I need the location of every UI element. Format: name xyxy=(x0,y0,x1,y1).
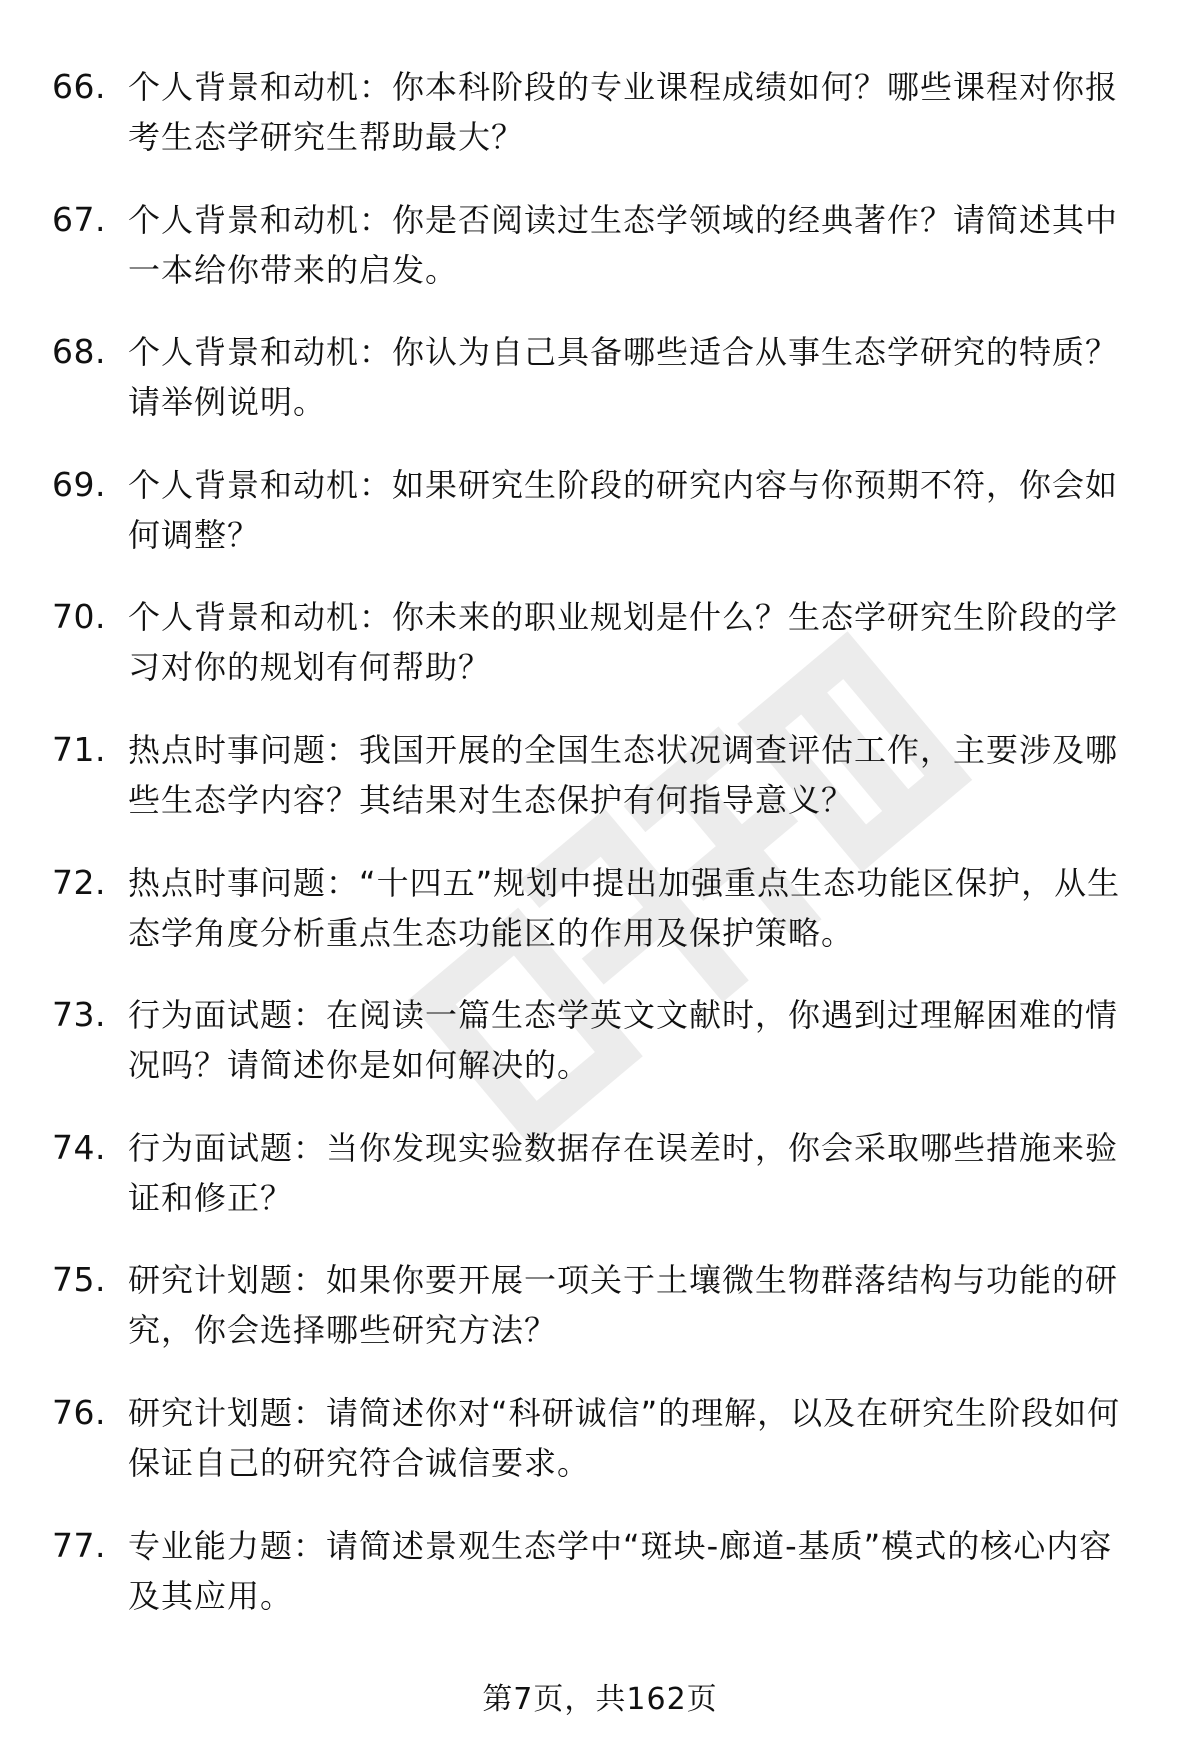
question-number: 75. xyxy=(52,1260,106,1300)
question-number: 67. xyxy=(52,199,106,239)
question-number: 66. xyxy=(52,67,106,106)
question-number: 69. xyxy=(52,464,106,504)
question-text: 个人背景和动机：你认为自己具备哪些适合从事生态学研究的特质？请举例说明。 xyxy=(128,333,1119,422)
question-item xyxy=(52,327,1152,427)
question-number: 68. xyxy=(52,332,106,372)
page-number-footer: 第7页，共162页 xyxy=(482,1682,718,1717)
question-text: 个人背景和动机：如果研究生阶段的研究内容与你预期不符，你会如何调整？ xyxy=(128,465,1119,554)
question-number: 70. xyxy=(52,597,106,637)
question-item xyxy=(52,725,1152,825)
question-number: 77. xyxy=(52,1525,106,1565)
question-number: 72. xyxy=(52,862,106,902)
question-text: 个人背景和动机：你本科阶段的专业课程成绩如何？哪些课程对你报考生态学研究生帮助最大？ xyxy=(128,68,1119,156)
question-item xyxy=(52,1255,1152,1355)
question-item xyxy=(52,62,1152,162)
question-number: 76. xyxy=(52,1392,106,1432)
question-text: 个人背景和动机：你是否阅读过生态学领域的经典著作？请简述其中一本给你带来的启发。 xyxy=(128,200,1119,289)
question-text: 研究计划题：如果你要开展一项关于土壤微生物群落结构与功能的研究，你会选择哪些研究方法？ xyxy=(128,1261,1119,1350)
question-text: 热点时事问题：“十四五”规划中提出加强重点生态功能区保护，从生态学角度分析重点生态功能区的作用及保护策略。 xyxy=(128,863,1121,952)
question-text: 行为面试题：在阅读一篇生态学英文文献时，你遇到过理解困难的情况吗？请简述你是如何解决的。 xyxy=(128,996,1119,1085)
question-number: 74. xyxy=(52,1127,106,1167)
question-text: 专业能力题：请简述景观生态学中“斑块-廊道-基质”模式的核心内容及其应用。 xyxy=(128,1526,1113,1615)
question-text: 行为面试题：当你发现实验数据存在误差时，你会采取哪些措施来验证和修正？ xyxy=(128,1128,1119,1217)
question-list xyxy=(52,62,1152,1653)
question-item xyxy=(52,990,1152,1090)
question-item xyxy=(52,1388,1152,1488)
question-text: 研究计划题：请简述你对“科研诚信”的理解，以及在研究生阶段如何保证自己的研究符合诚信要求。 xyxy=(128,1393,1121,1482)
question-number: 71. xyxy=(52,729,106,769)
question-text: 个人背景和动机：你未来的职业规划是什么？生态学研究生阶段的学习对你的规划有何帮助？ xyxy=(128,598,1119,687)
question-item xyxy=(52,460,1152,560)
question-text: 热点时事问题：我国开展的全国生态状况调查评估工作，主要涉及哪些生态学内容？其结果对生态保护有何指导意义？ xyxy=(128,730,1119,819)
question-number: 73. xyxy=(52,995,106,1035)
question-item xyxy=(52,858,1152,958)
question-item xyxy=(52,195,1152,295)
question-item xyxy=(52,1521,1152,1621)
question-item xyxy=(52,592,1152,692)
question-item xyxy=(52,1123,1152,1223)
